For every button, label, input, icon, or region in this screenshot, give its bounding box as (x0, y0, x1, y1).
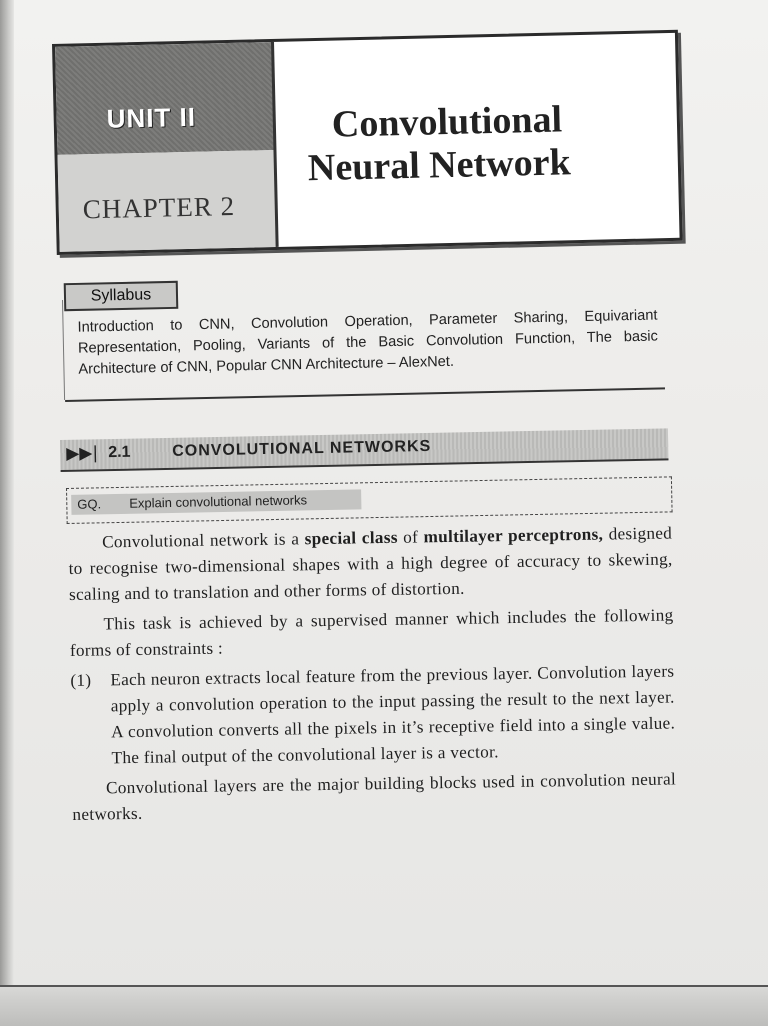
list-number: (1) (70, 670, 92, 690)
syllabus-text: Introduction to CNN, Convolution Operation, Parameter Sharing, Equivariant Representation, Pooling, Variants of the Basic Convolution Function, The basic Architecture of CNN, Popular CNN Architecture – AlexNet. (77, 307, 659, 378)
chapter-title-line1: Convolutional (331, 98, 563, 146)
chapter-header (52, 30, 683, 255)
fast-forward-icon: ▶▶| (66, 443, 99, 464)
section-number: 2.1 (108, 443, 131, 462)
unit-label: UNIT II (106, 101, 197, 134)
p1-bold-special-class: special class (304, 527, 398, 549)
unit-cell (55, 42, 275, 155)
p1-bold-multilayer: multilayer perceptrons, (423, 524, 604, 547)
page-binding-edge (0, 0, 14, 1024)
p1-text-a: Convolutional network is a (102, 529, 305, 552)
syllabus-label: Syllabus (90, 286, 152, 305)
paragraph-3: Convolutional layers are the major building blocks used in convolution neural networks. (72, 769, 677, 824)
section-title: CONVOLUTIONAL NETWORKS (172, 437, 432, 460)
p1-text-c: of (397, 527, 424, 547)
syllabus-box (62, 287, 665, 400)
page-bottom-edge (0, 985, 768, 1026)
chapter-label: CHAPTER 2 (82, 190, 236, 225)
paragraph-1 (68, 521, 673, 608)
chapter-title-line2: Neural Network (307, 141, 572, 190)
list-item-text: Each neuron extracts local feature from the previous layer. Convolution layers apply a convolution operation to the input passing the result to the next layer. A convolution converts all the pixels in it’s receptive field into a single value. The final output of the convolutional layer is a vector. (110, 661, 676, 768)
gq-label: GQ. (77, 496, 102, 512)
gq-question: Explain convolutional networks (129, 492, 308, 511)
paragraph-2: This task is achieved by a supervised manner which includes the following forms of constraints : (69, 605, 674, 660)
list-item (70, 658, 676, 771)
p1-text-e: designed to recognise two-dimensional shapes with a high degree of accuracy to skewing, scaling and to translation and other forms of distortion. (68, 523, 673, 604)
body-text (68, 521, 677, 832)
